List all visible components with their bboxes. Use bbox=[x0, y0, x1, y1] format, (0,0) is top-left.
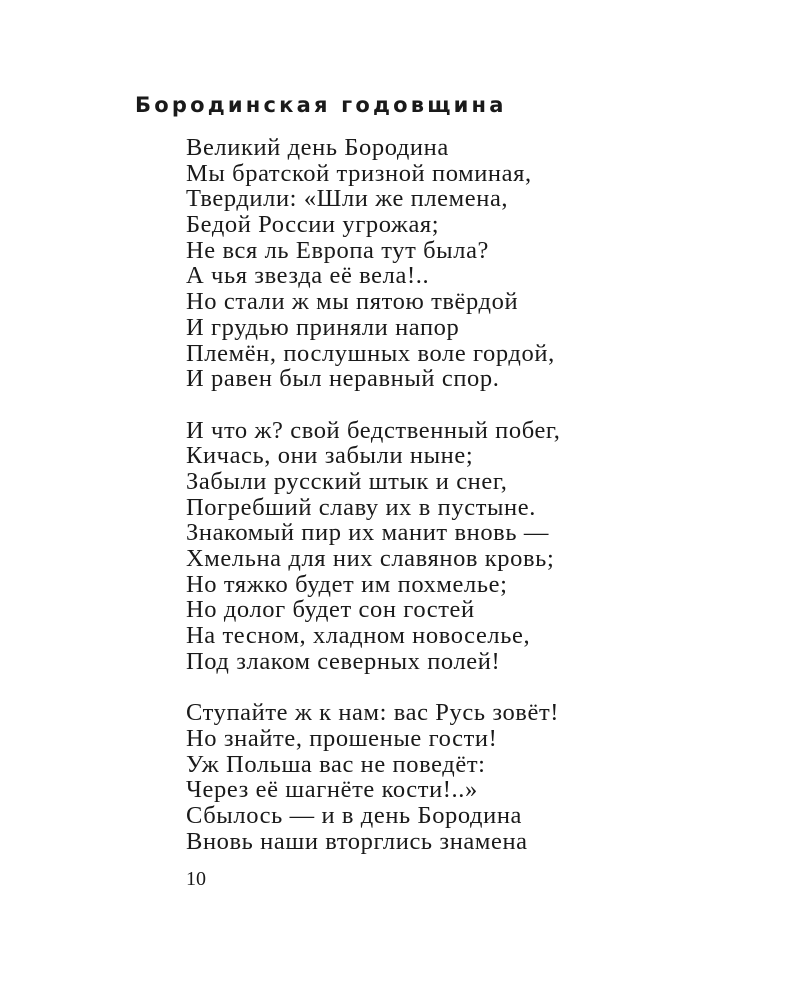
page-number: 10 bbox=[186, 868, 206, 890]
poem-body bbox=[186, 135, 786, 880]
poem-line: Забыли русский штык и снег, bbox=[186, 467, 508, 495]
stanza-3 bbox=[186, 700, 786, 854]
poem-line: Ступайте ж к нам: вас Русь зовёт! bbox=[186, 699, 560, 727]
poem-line: Но знайте, прошеные гости! bbox=[186, 724, 498, 752]
poem-line: Вновь наши вторглись знамена bbox=[186, 827, 528, 855]
poem-line: Знакомый пир их манит вновь — bbox=[186, 519, 549, 547]
poem-line: Великий день Бородина bbox=[186, 134, 449, 161]
poem-line: Но долог будет сон гостей bbox=[186, 596, 475, 624]
poem-line: И грудью приняли напор bbox=[186, 313, 460, 341]
poem-line: Под злаком северных полей! bbox=[186, 647, 501, 675]
poem-line: Но тяжко будет им похмелье; bbox=[186, 570, 508, 598]
poem-line: Мы братской тризной поминая, bbox=[186, 159, 532, 187]
poem-title: Бородинская годовщина bbox=[135, 93, 507, 117]
poem-line: Погребший славу их в пустыне. bbox=[186, 493, 536, 521]
poem-line: Бедой России угрожая; bbox=[186, 211, 440, 239]
poem-line: Твердили: «Шли же племена, bbox=[186, 185, 509, 213]
poem-line: Но стали ж мы пятою твёрдой bbox=[186, 288, 519, 316]
poem-line: И что ж? свой бедственный побег, bbox=[186, 416, 561, 444]
poem-line: А чья звезда её вела!.. bbox=[186, 262, 430, 290]
poem-line: Сбылось — и в день Бородина bbox=[186, 801, 523, 829]
poem-line: Племён, послушных воле гордой, bbox=[186, 339, 555, 367]
stanza-1 bbox=[186, 135, 786, 392]
poem-line: На тесном, хладном новоселье, bbox=[186, 622, 531, 650]
poem-line: Не вся ль Европа тут была? bbox=[186, 236, 490, 264]
stanza-2 bbox=[186, 418, 786, 675]
poem-line: Через её шагнёте кости!..» bbox=[186, 776, 478, 804]
poem-line: Кичась, они забыли ныне; bbox=[186, 442, 474, 470]
poem-line: И равен был неравный спор. bbox=[186, 365, 500, 393]
poem-line: Уж Польша вас не поведёт: bbox=[186, 750, 486, 778]
poem-line: Хмельна для них славянов кровь; bbox=[186, 545, 555, 572]
